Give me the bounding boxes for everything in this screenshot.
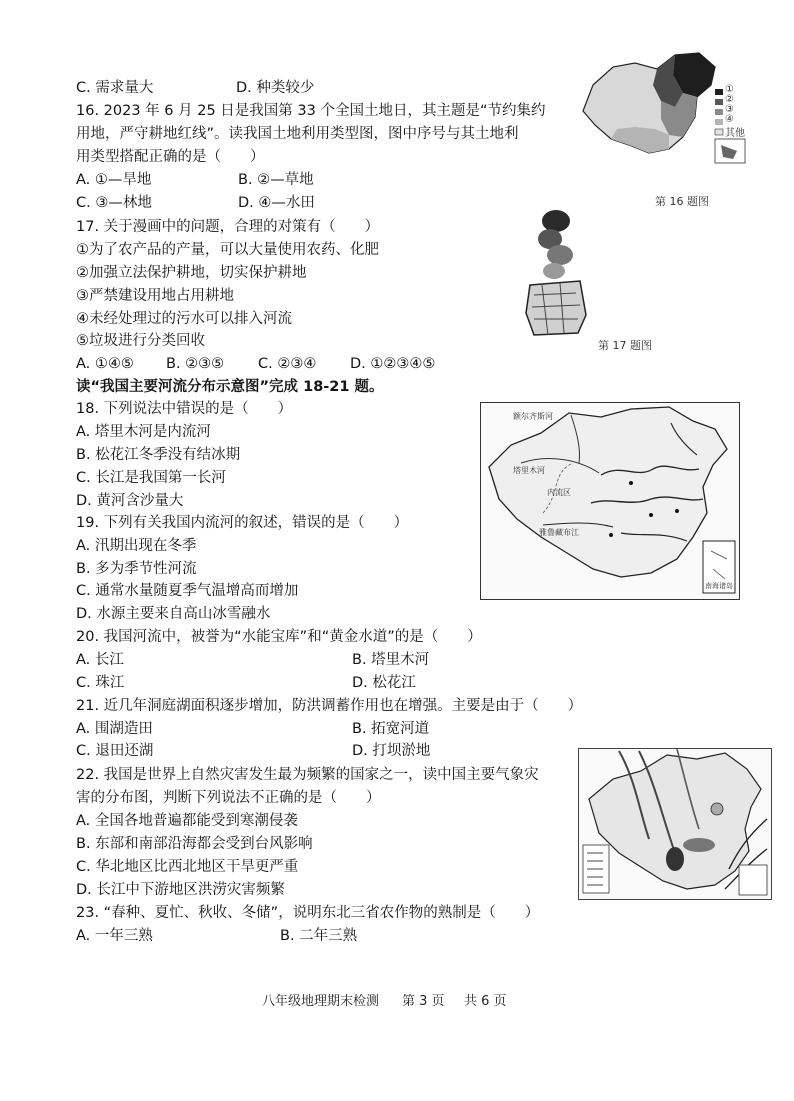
- q18-option-c: C. 长江是我国第一长河: [76, 470, 226, 486]
- q16-stem-line3: 用类型搭配正确的是（ ）: [76, 149, 265, 165]
- q17-item-2: ②加强立法保护耕地，切实保护耕地: [76, 265, 307, 281]
- q20-option-a: A. 长江: [76, 652, 124, 668]
- q19-option-a: A. 汛期出现在冬季: [76, 538, 197, 554]
- q17-option-a: A. ①④⑤: [76, 356, 134, 372]
- q22-stem-line2: 害的分布图，判断下列说法不正确的是（ ）: [76, 790, 381, 806]
- q18-stem: 18. 下列说法中错误的是（ ）: [76, 401, 293, 417]
- q16-option-b: B. ②—草地: [238, 172, 314, 188]
- q16-stem-line1: 16. 2023 年 6 月 25 日是我国第 33 个全国土地日，其主题是“节约集约: [76, 103, 546, 119]
- q16-option-c: C. ③—林地: [76, 195, 152, 211]
- q17-option-b: B. ②③⑤: [166, 356, 225, 372]
- q17-figure-caption: 第 17 题图: [598, 339, 652, 352]
- legend-label-3: ③: [725, 104, 734, 115]
- q17-item-5: ⑤垃圾进行分类回收: [76, 333, 205, 349]
- footer-total-pages: 共 6 页: [464, 994, 507, 1009]
- q15-option-d: D. 种类较少: [236, 80, 315, 96]
- q17-cartoon: [520, 205, 600, 345]
- q22-option-a: A. 全国各地普遍都能受到寒潮侵袭: [76, 813, 298, 829]
- q16-land-use-map: [565, 45, 753, 177]
- legend-label-other: 其他: [725, 128, 745, 139]
- q17-item-1: ①为了农产品的产量，可以大量使用农药、化肥: [76, 242, 379, 258]
- q21-option-d: D. 打坝淤地: [352, 743, 431, 759]
- q17-stem: 17. 关于漫画中的问题，合理的对策有（ ）: [76, 219, 380, 235]
- q23-stem: 23. “春种、夏忙、秋收、冬储”，说明东北三省农作物的熟制是（ ）: [76, 905, 540, 921]
- q22-option-c: C. 华北地区比西北地区干旱更严重: [76, 859, 299, 875]
- q17-option-d: D. ①②③④⑤: [350, 356, 436, 372]
- q17-option-c: C. ②③④: [258, 356, 317, 372]
- q19-option-d: D. 水源主要来自高山冰雪融水: [76, 606, 271, 622]
- q20-option-c: C. 珠江: [76, 675, 125, 691]
- q22-stem-line1: 22. 我国是世界上自然灾害发生最为频繁的国家之一，读中国主要气象灾: [76, 767, 539, 783]
- map-label-yarlung: 雅鲁藏布江: [539, 528, 579, 537]
- legend-label-1: ①: [725, 84, 734, 95]
- q17-item-4: ④未经处理过的污水可以排入河流: [76, 311, 292, 327]
- legend-label-2: ②: [725, 94, 734, 105]
- q21-option-b: B. 拓宽河道: [352, 721, 430, 737]
- q18-option-a: A. 塔里木河是内流河: [76, 424, 211, 440]
- q20-option-b: B. 塔里木河: [352, 652, 430, 668]
- q20-stem: 20. 我国河流中，被誉为“水能宝库”和“黄金水道”的是（ ）: [76, 629, 482, 645]
- q19-option-c: C. 通常水量随夏季气温增高而增加: [76, 583, 299, 599]
- disaster-map-graphic: [579, 749, 771, 899]
- footer-exam-title: 八年级地理期末检测: [262, 994, 380, 1009]
- q16-figure-caption: 第 16 题图: [655, 195, 709, 208]
- river-map-graphic: [481, 403, 739, 599]
- q16-stem-line2: 用地，严守耕地红线”。读我国土地利用类型图，图中序号与其土地利: [76, 126, 519, 142]
- q19-option-b: B. 多为季节性河流: [76, 561, 197, 577]
- q22-option-b: B. 东部和南部沿海都会受到台风影响: [76, 836, 313, 852]
- q16-option-a: A. ①—旱地: [76, 172, 152, 188]
- q22-option-d: D. 长江中下游地区洪涝灾害频繁: [76, 882, 285, 898]
- q21-option-c: C. 退田还湖: [76, 743, 154, 759]
- q19-stem: 19. 下列有关我国内流河的叙述，错误的是（ ）: [76, 515, 409, 531]
- q23-option-a: A. 一年三熟: [76, 928, 153, 944]
- q16-option-d: D. ④—水田: [238, 195, 315, 211]
- q22-disaster-map: [578, 748, 772, 900]
- q23-option-b: B. 二年三熟: [280, 928, 358, 944]
- q21-stem: 21. 近几年洞庭湖面积逐步增加，防洪调蓄作用也在增强。主要是由于（ ）: [76, 698, 583, 714]
- q17-item-3: ③严禁建设用地占用耕地: [76, 288, 234, 304]
- map-inset-label: 南海诸岛: [705, 582, 733, 590]
- china-river-map: [480, 402, 740, 600]
- pollution-cartoon-graphic: [520, 205, 600, 345]
- q18-option-d: D. 黄河含沙量大: [76, 493, 184, 509]
- q18-option-b: B. 松花江冬季没有结冰期: [76, 447, 241, 463]
- footer-page-number: 第 3 页: [402, 994, 445, 1009]
- map-label-irtysh: 额尔齐斯河: [513, 412, 553, 421]
- section-heading-18-21: 读“我国主要河流分布示意图”完成 18-21 题。: [76, 379, 384, 395]
- q15-option-c: C. 需求量大: [76, 80, 154, 96]
- map-label-tarim: 塔里木河: [513, 466, 545, 475]
- legend-label-4: ④: [725, 114, 734, 125]
- map-label-inland-area: 内流区: [547, 488, 571, 497]
- q21-option-a: A. 围湖造田: [76, 721, 153, 737]
- q20-option-d: D. 松花江: [352, 675, 416, 691]
